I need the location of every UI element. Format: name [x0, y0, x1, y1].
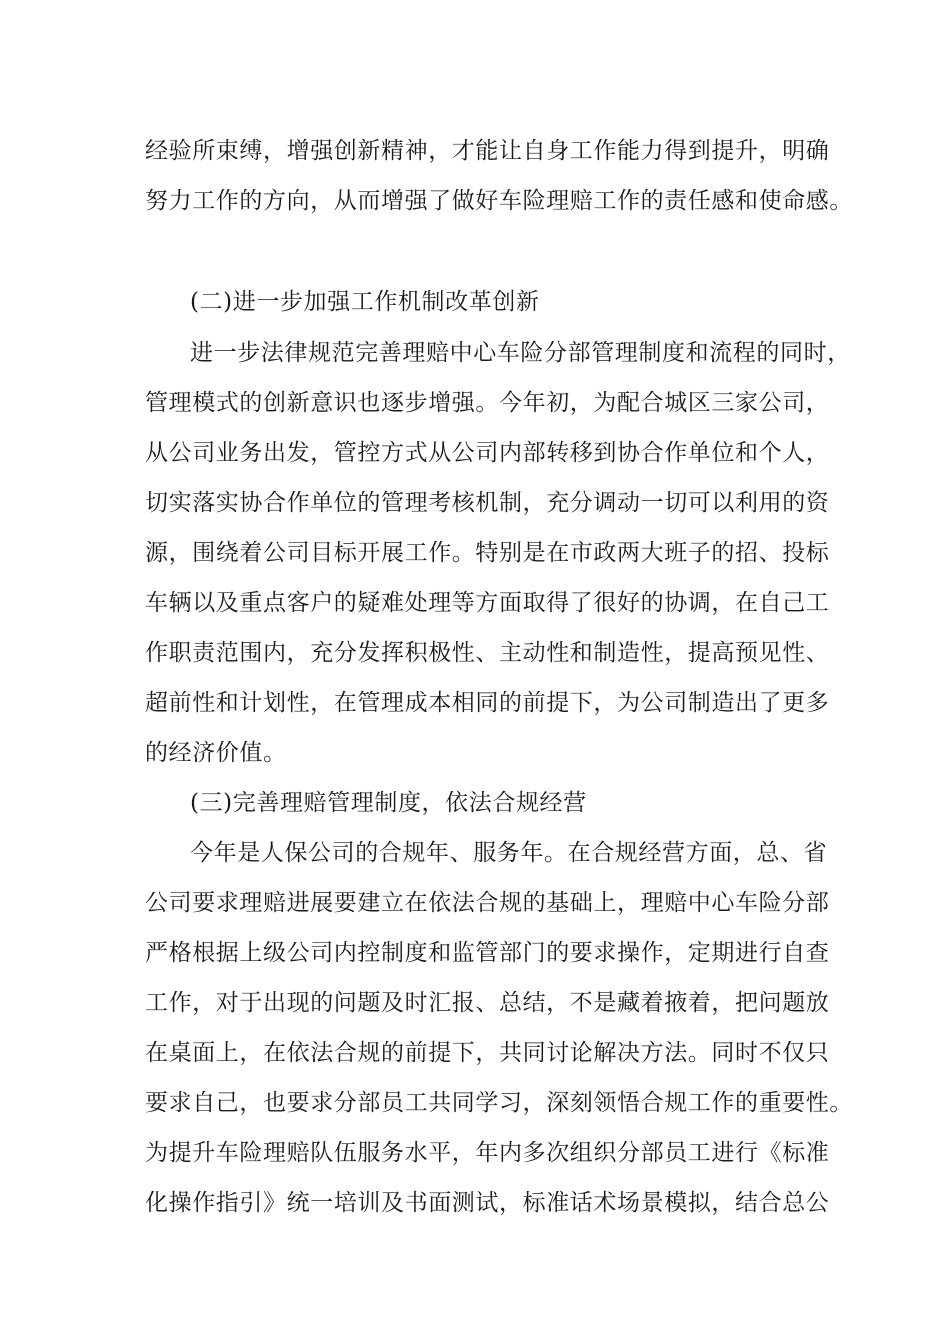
text-line: 努力工作的方向，从而增强了做好车险理赔工作的责任感和使命感。 [145, 188, 853, 214]
text-line: 从公司业务出发，管控方式从公司内部转移到协合作单位和个人， [145, 440, 830, 466]
text-line: 公司要求理赔进展要建立在依法合规的基础上，理赔中心车险分部 [145, 890, 830, 916]
text-line: 要求自己，也要求分部员工共同学习，深刻领悟合规工作的重要性。 [145, 1090, 853, 1116]
text-line: 切实落实协合作单位的管理考核机制，充分调动一切可以利用的资 [145, 490, 830, 516]
text-line: 车辆以及重点客户的疑难处理等方面取得了很好的协调，在自己工 [145, 590, 830, 616]
text-line: 经验所束缚，增强创新精神，才能让自身工作能力得到提升，明确 [145, 138, 830, 164]
text-line: 化操作指引》统一培训及书面测试，标准话术场景模拟，结合总公 [145, 1190, 830, 1216]
text-line: 超前性和计划性，在管理成本相同的前提下，为公司制造出了更多 [145, 690, 830, 716]
text-line: 为提升车险理赔队伍服务水平，年内多次组织分部员工进行《标准 [145, 1140, 830, 1166]
text-line: 今年是人保公司的合规年、服务年。在合规经营方面，总、省 [190, 840, 828, 866]
text-line: 源，围绕着公司目标开展工作。特别是在市政两大班子的招、投标 [145, 540, 830, 566]
text-line: 进一步法律规范完善理赔中心车险分部管理制度和流程的同时， [190, 340, 851, 366]
text-line: 的经济价值。 [145, 740, 287, 766]
text-line: 在桌面上，在依法合规的前提下，共同讨论解决方法。同时不仅只 [145, 1040, 830, 1066]
section-heading: (三)完善理赔管理制度，依法合规经营 [190, 790, 587, 816]
text-line: 管理模式的创新意识也逐步增强。今年初，为配合城区三家公司， [145, 390, 830, 416]
text-line: 严格根据上级公司内控制度和监管部门的要求操作，定期进行自查 [145, 940, 830, 966]
section-heading: (二)进一步加强工作机制改革创新 [190, 289, 540, 315]
text-line: 工作，对于出现的问题及时汇报、总结，不是藏着掖着，把问题放 [145, 990, 830, 1016]
text-line: 作职责范围内，充分发挥积极性、主动性和制造性，提高预见性、 [145, 640, 830, 666]
